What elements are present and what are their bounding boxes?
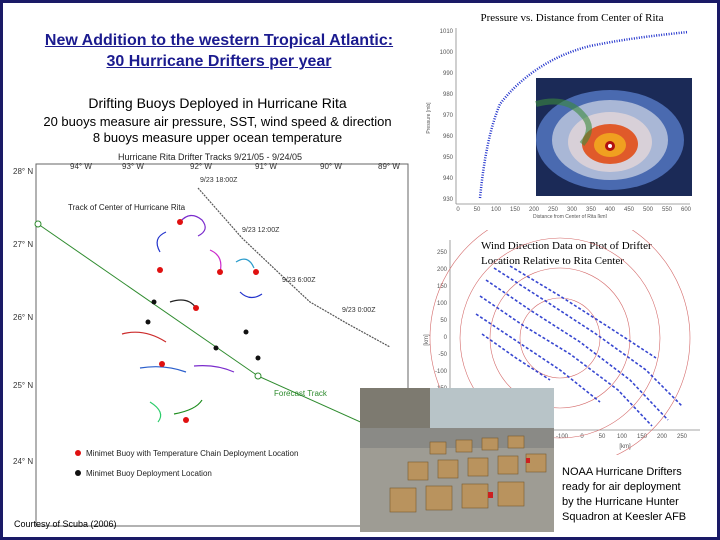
y-tick: 150 [436, 284, 447, 290]
x-tick: -100 [555, 434, 569, 440]
drifter-marker-red [157, 267, 163, 273]
title-line-2: 30 Hurricane Drifters per year [106, 53, 332, 70]
title-line-1: New Addition to the western Tropical Atlantic: [44, 32, 394, 49]
x-tick: 450 [623, 207, 635, 213]
lat-label: 27° N [13, 240, 34, 249]
lon-label: 91° W [255, 162, 277, 171]
x-tick: 150 [509, 207, 521, 213]
legend-red-label: Minimet Buoy with Temperature Chain Deployment Location [86, 449, 299, 458]
x-tick: 600 [680, 207, 692, 213]
lat-label: 25° N [13, 381, 34, 390]
time-label: 9/23 12:00Z [242, 227, 280, 234]
y-tick: 0 [443, 335, 447, 341]
lat-label: 26° N [13, 313, 34, 322]
time-label: 9/23 18:00Z [200, 177, 238, 184]
drifter-marker-red [253, 269, 259, 275]
x-tick: 400 [604, 207, 616, 213]
y-tick: 50 [440, 318, 447, 324]
x-tick: 0 [456, 207, 460, 213]
pressure-plot [420, 8, 712, 218]
lon-label: 94° W [70, 162, 92, 171]
x-tick: 50 [473, 207, 481, 213]
photo-caption-line-4: Squadron at Keesler AFB [562, 511, 687, 523]
drifters-photo [360, 388, 554, 532]
pressure-xlabel: Distance from Center of Rita [km] [533, 214, 607, 218]
track-center-label: Track of Center of Hurricane Rita [68, 203, 186, 212]
x-tick: 250 [676, 434, 688, 440]
wind-plot-title-2: Location Relative to Rita Center [481, 255, 624, 267]
photo-caption-line-1: NOAA Hurricane Drifters [562, 466, 682, 478]
x-tick: 300 [566, 207, 578, 213]
drifter-marker-red [217, 269, 223, 275]
drifter-marker-black [152, 300, 157, 305]
forecast-point [35, 221, 41, 227]
y-tick: 250 [436, 250, 447, 256]
y-tick: 940 [442, 176, 453, 182]
legend-red-dot [75, 450, 81, 456]
x-tick: 250 [547, 207, 559, 213]
pressure-ylabel: Pressure [mb] [426, 102, 432, 134]
drifter-marker-black [146, 320, 151, 325]
y-tick: 990 [442, 71, 453, 77]
hurricane-satellite-image [536, 78, 692, 196]
lon-label: 93° W [122, 162, 144, 171]
legend-black-dot [75, 470, 81, 476]
y-tick: 1010 [439, 29, 453, 35]
photo-caption-line-3: by the Hurricane Hunter [562, 496, 679, 508]
lat-label: 24° N [13, 457, 34, 466]
x-tick: 200 [656, 434, 668, 440]
drifter-marker-black [214, 346, 219, 351]
time-label: 9/23 6:00Z [282, 277, 316, 284]
y-tick: 970 [442, 113, 453, 119]
x-tick: 150 [636, 434, 648, 440]
drifter-marker-black [244, 330, 249, 335]
courtesy-credit: Courtesy of Scuba (2006) [14, 519, 117, 529]
y-tick: 1000 [439, 50, 453, 56]
x-tick: 100 [616, 434, 628, 440]
drifter-marker-red [159, 361, 165, 367]
subtitle-line-2: 8 buoys measure upper ocean temperature [92, 130, 343, 145]
lat-label: 28° N [13, 167, 34, 176]
y-tick: 100 [436, 301, 447, 307]
drifter-marker-red [183, 417, 189, 423]
x-tick: 500 [642, 207, 654, 213]
x-tick: 200 [528, 207, 540, 213]
wind-xlabel: [km] [619, 444, 631, 450]
x-tick: 50 [598, 434, 606, 440]
time-label: 9/23 0:00Z [342, 307, 376, 314]
pressure-plot-title: Pressure vs. Distance from Center of Rita [480, 12, 664, 24]
drifter-marker-black [256, 356, 261, 361]
y-tick: 980 [442, 92, 453, 98]
lon-label: 92° W [190, 162, 212, 171]
drifter-marker-red [193, 305, 199, 311]
x-tick: 550 [661, 207, 673, 213]
y-tick: -50 [438, 352, 447, 358]
y-tick: -100 [434, 369, 447, 375]
wind-ylabel: [km] [424, 334, 430, 346]
y-tick: 930 [442, 197, 453, 203]
track-map-title: Hurricane Rita Drifter Tracks 9/21/05 - 9/24/05 [117, 152, 303, 162]
forecast-point [255, 373, 261, 379]
drifter-marker-red [177, 219, 183, 225]
legend-black-label: Minimet Buoy Deployment Location [86, 469, 212, 478]
x-tick: 350 [585, 207, 597, 213]
photo-caption [562, 465, 712, 525]
x-tick: 0 [580, 434, 584, 440]
subtitle-heading: Drifting Buoys Deployed in Hurricane Rita [88, 95, 347, 111]
y-tick: 960 [442, 134, 453, 140]
y-tick: 200 [436, 267, 447, 273]
y-tick: 950 [442, 155, 453, 161]
slide-subtitle [10, 95, 425, 146]
lon-label: 90° W [320, 162, 342, 171]
lon-label: 89° W [378, 162, 400, 171]
wind-plot-title-1: Wind Direction Data on Plot of Drifter [481, 240, 652, 252]
slide-title [14, 30, 424, 72]
photo-caption-line-2: ready for air deployment [562, 481, 681, 493]
forecast-track-label: Forecast Track [274, 389, 327, 398]
drifter-track-map [10, 152, 412, 532]
x-tick: 100 [490, 207, 502, 213]
subtitle-line-1: 20 buoys measure air pressure, SST, wind speed & direction [43, 114, 392, 129]
